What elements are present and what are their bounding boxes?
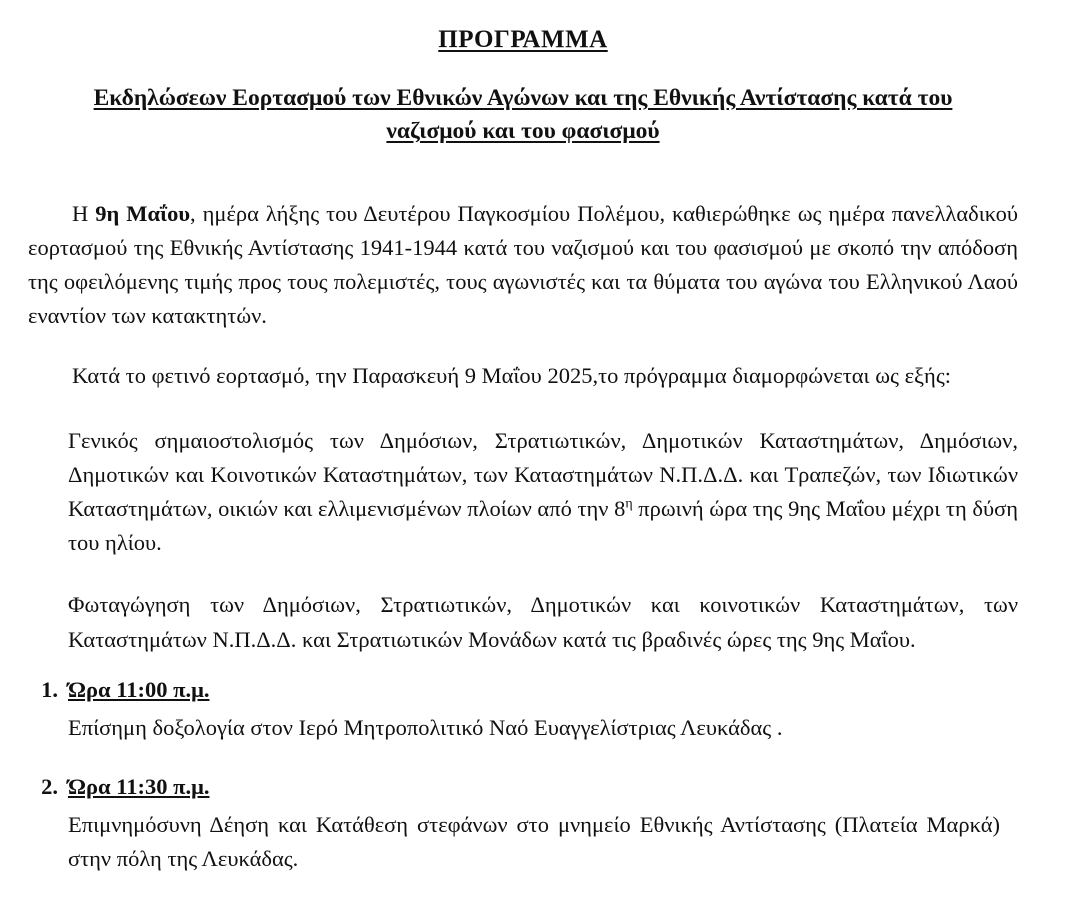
- list-item: [28, 770, 1018, 875]
- list-item-heading: Ώρα 11:00 π.μ.: [68, 676, 210, 702]
- program-list: [28, 673, 1018, 876]
- intro-date-bold: 9η Μαΐου: [95, 200, 190, 226]
- page-title: ΠΡΟΓΡΑΜΜΑ: [438, 26, 608, 53]
- paragraph-intro: [28, 197, 1018, 334]
- intro-rest-text: , ημέρα λήξης του Δευτέρου Παγκοσμίου Πολέμου, καθιερώθηκε ως ημέρα πανελλαδικού εορτασμού της Εθνικής Αντίστασης 1941-1944 κατά του ναζισμού και του φασισμού με σκοπό την απόδοση της οφειλόμενης τιμής προς τους πολεμιστές, τους αγωνιστές και τα θύματα του αγώνα του Ελληνικού Λαού εναντίον των κατακτητών.: [28, 200, 1018, 329]
- list-item-number: 1.: [41, 676, 58, 702]
- intro-lead-text: Η: [72, 200, 96, 226]
- flags-text-part2: πρωινή ώρα της 9ης Μαΐου μέχρι τη δύση του ηλίου.: [68, 496, 1018, 556]
- paragraph-flags: [28, 424, 1018, 561]
- paragraph-second: Κατά το φετινό εορτασμό, την Παρασκευή 9 Μαΐου 2025,το πρόγραμμα διαμορφώνεται ως εξής:: [72, 363, 951, 389]
- list-item-heading: Ώρα 11:30 π.μ.: [68, 774, 210, 800]
- document-subtitle: Εκδηλώσεων Εορτασμού των Εθνικών Αγώνων και της Εθνικής Αντίστασης κατά του ναζισμού και του φασισμού: [93, 85, 953, 145]
- list-item: [28, 673, 1018, 745]
- flags-ordinal-suffix: η: [625, 496, 633, 512]
- list-item-body: Επιμνημόσυνη Δέηση και Κατάθεση στεφάνων στο μνημείο Εθνικής Αντίστασης (Πλατεία Μαρκά) στην πόλη της Λευκάδας.: [68, 812, 1000, 871]
- list-item-body: Επίσημη δοξολογία στον Ιερό Μητροπολιτικό Ναό Ευαγγελίστριας Λευκάδας .: [68, 714, 783, 740]
- paragraph-lighting: Φωταγώγηση των Δημόσιων, Στρατιωτικών, Δημοτικών και κοινοτικών Καταστημάτων, των Καταστημάτων Ν.Π.Δ.Δ. και Στρατιωτικών Μονάδων κατά τις βραδινές ώρες της 9ης Μαΐου.: [68, 592, 1018, 652]
- list-item-number: 2.: [41, 774, 58, 800]
- flags-text-part1: Γενικός σημαιοστολισμός των Δημόσιων, Στρατιωτικών, Δημοτικών Καταστημάτων, Δημόσιων, Δημοτικών και Κοινοτικών Καταστημάτων, των Καταστημάτων Ν.Π.Δ.Δ. και Τραπεζών, των Ιδιωτικών Καταστημάτων, οικιών και ελλιμενισμένων πλοίων από την 8: [68, 427, 1018, 522]
